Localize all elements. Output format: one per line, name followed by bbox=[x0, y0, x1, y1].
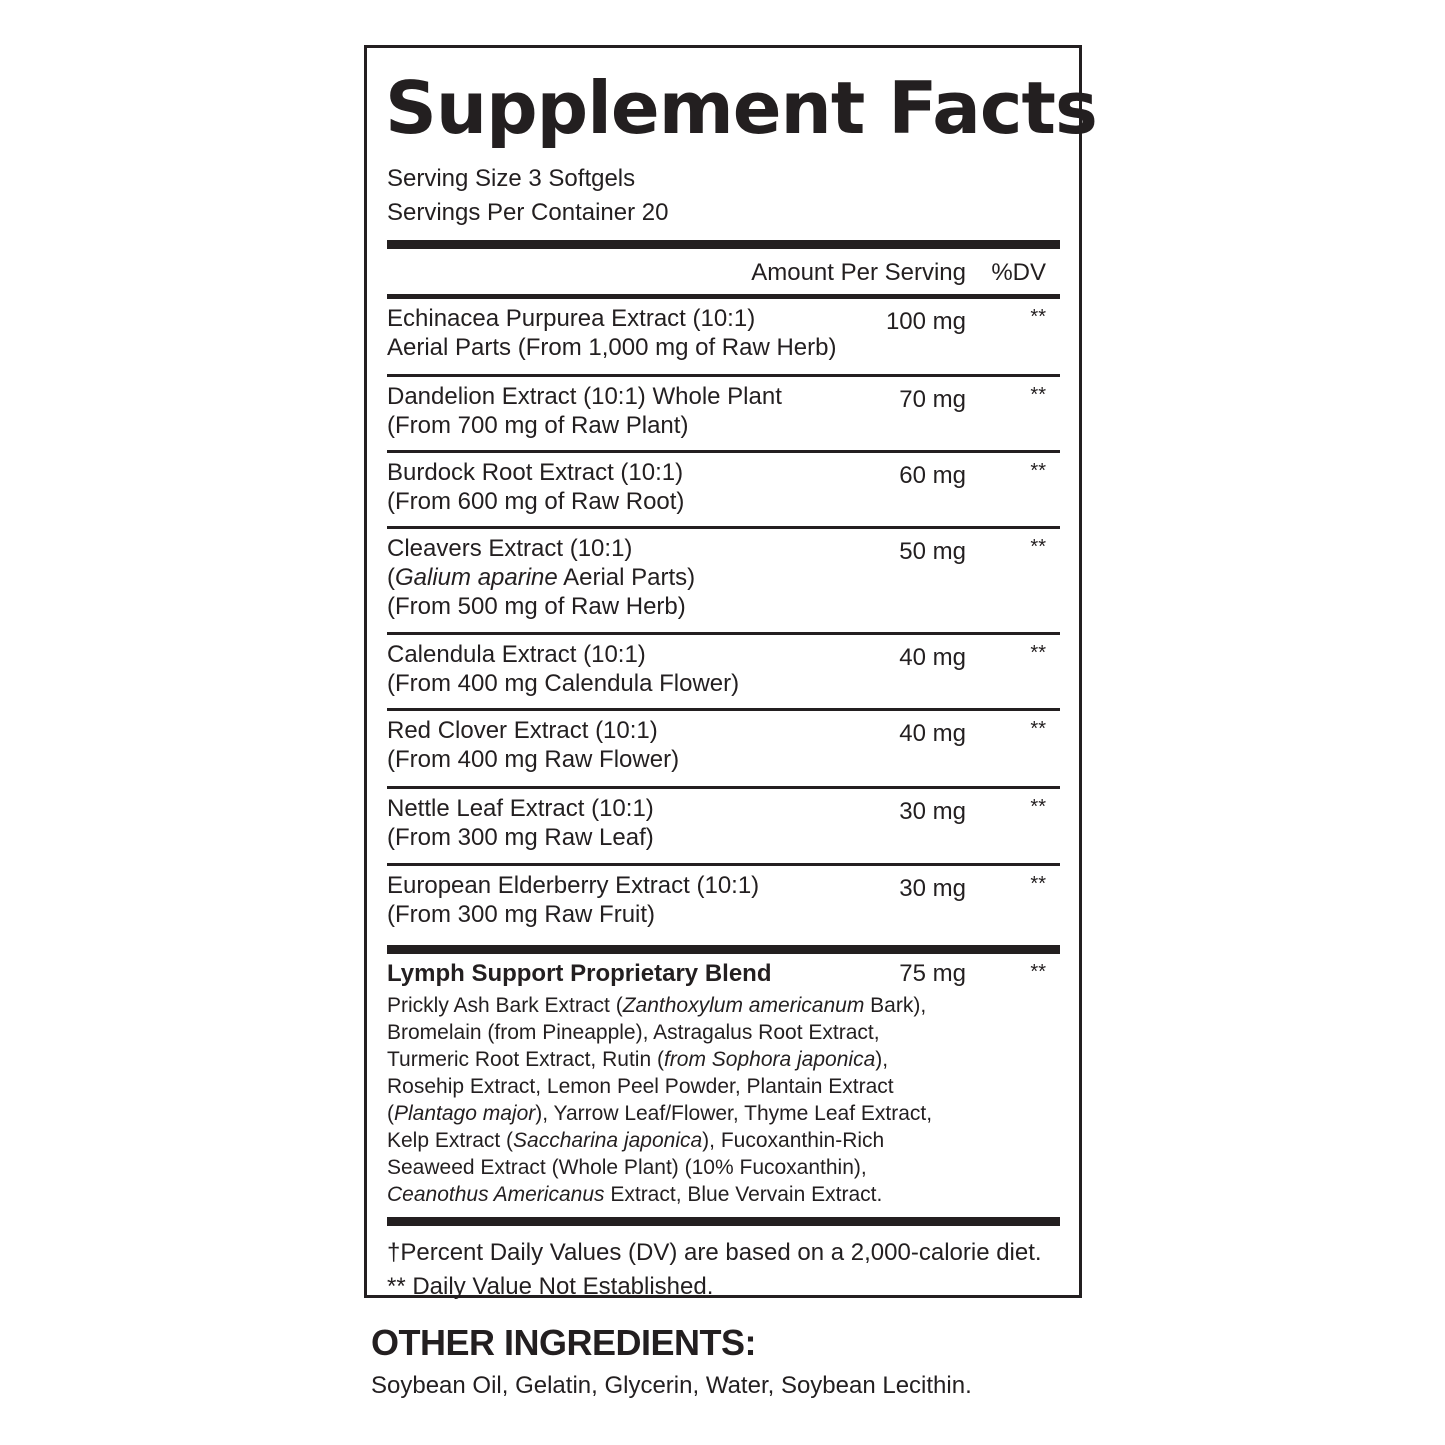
ingredient-dv: ** bbox=[1030, 642, 1046, 664]
latin-name: from Sophora japonica bbox=[663, 1048, 876, 1071]
column-header bbox=[387, 249, 1060, 294]
ingredient-line: Burdock Root Extract (10:1) bbox=[387, 459, 684, 486]
ingredient-amount: 60 mg bbox=[899, 462, 966, 489]
blend-amount: 75 mg bbox=[899, 960, 966, 987]
ingredient-line: Calendula Extract (10:1) bbox=[387, 641, 646, 668]
ingredient-amount: 70 mg bbox=[899, 386, 966, 413]
text-span: Aerial Parts) bbox=[557, 564, 696, 591]
serving-info bbox=[387, 162, 1060, 230]
not-established-footnote: ** Daily Value Not Established. bbox=[387, 1273, 714, 1300]
ingredient-line: Nettle Leaf Extract (10:1) bbox=[387, 795, 654, 822]
ingredient-line: Echinacea Purpurea Extract (10:1) bbox=[387, 305, 756, 332]
ingredient-dv: ** bbox=[1030, 460, 1046, 482]
ingredient-line bbox=[387, 563, 850, 592]
supplement-facts-panel bbox=[364, 45, 1097, 1300]
dv-header: %DV bbox=[991, 259, 1046, 286]
ingredient-line: (From 400 mg Raw Flower) bbox=[387, 746, 680, 773]
ingredient-dv: ** bbox=[1030, 873, 1046, 895]
ingredient-row bbox=[387, 377, 1060, 450]
ingredient-dv: ** bbox=[1030, 536, 1046, 558]
footnotes bbox=[387, 1226, 1060, 1304]
text-span: Extract, Blue Vervain Extract. bbox=[604, 1183, 883, 1206]
ingredient-amount: 40 mg bbox=[899, 720, 966, 747]
ingredient-line: (From 300 mg Raw Fruit) bbox=[387, 901, 656, 928]
other-ingredients-text: Soybean Oil, Gelatin, Glycerin, Water, Soybean Lecithin. bbox=[371, 1372, 972, 1399]
text-span: ( bbox=[387, 564, 395, 591]
ingredient-line: Aerial Parts (From 1,000 mg of Raw Herb) bbox=[387, 334, 837, 361]
ingredient-dv: ** bbox=[1030, 306, 1046, 328]
divider-thick bbox=[387, 945, 1060, 954]
ingredient-amount: 100 mg bbox=[885, 308, 966, 335]
blend-row bbox=[387, 954, 1060, 1217]
latin-name: Zanthoxylum americanum bbox=[622, 994, 865, 1017]
ingredient-amount: 40 mg bbox=[899, 644, 966, 671]
text-span: ), Yarrow Leaf/Flower, Thyme Leaf Extract, Kelp Extract ( bbox=[387, 1102, 933, 1152]
ingredient-row bbox=[387, 453, 1060, 526]
divider-thick bbox=[387, 1217, 1060, 1226]
text-span: Bark), Bromelain (from Pineapple), Astragalus Root Extract, Turmeric Root Extract, Rutin ( bbox=[387, 994, 927, 1071]
ingredient-row bbox=[387, 866, 1060, 945]
ingredient-row bbox=[387, 711, 1060, 786]
ingredient-line: Cleavers Extract (10:1) bbox=[387, 535, 633, 562]
ingredient-row bbox=[387, 299, 1060, 374]
latin-name: Saccharina japonica bbox=[513, 1129, 703, 1152]
ingredient-dv: ** bbox=[1030, 384, 1046, 406]
servings-per-container: Servings Per Container 20 bbox=[387, 199, 669, 226]
ingredient-line: (From 600 mg of Raw Root) bbox=[387, 488, 685, 515]
latin-name: Ceanothus Americanus bbox=[387, 1183, 605, 1206]
ingredient-line: (From 500 mg of Raw Herb) bbox=[387, 593, 686, 620]
ingredient-line: (From 300 mg Raw Leaf) bbox=[387, 824, 654, 851]
panel-title: Supplement Facts bbox=[385, 66, 1097, 150]
dv-footnote: †Percent Daily Values (DV) are based on a 2,000-calorie diet. bbox=[387, 1239, 1042, 1266]
ingredient-row bbox=[387, 789, 1060, 863]
text-span: ), Fucoxanthin-Rich Seaweed Extract (Whole Plant) (10% Fucoxanthin), bbox=[387, 1129, 885, 1179]
ingredient-amount: 30 mg bbox=[899, 875, 966, 902]
ingredient-row bbox=[387, 635, 1060, 708]
ingredient-line: Red Clover Extract (10:1) bbox=[387, 717, 658, 744]
blend-dv: ** bbox=[1030, 961, 1046, 983]
blend-ingredient-list bbox=[387, 988, 947, 1208]
latin-name: Plantago major bbox=[394, 1102, 536, 1125]
other-ingredients-title: OTHER INGREDIENTS: bbox=[371, 1322, 757, 1363]
ingredient-amount: 30 mg bbox=[899, 798, 966, 825]
ingredient-line: Dandelion Extract (10:1) Whole Plant bbox=[387, 383, 782, 410]
latin-name: Galium aparine bbox=[395, 564, 558, 591]
blend-title: Lymph Support Proprietary Blend bbox=[387, 960, 772, 987]
amount-header: Amount Per Serving bbox=[751, 259, 966, 286]
divider-thick bbox=[387, 240, 1060, 249]
ingredient-dv: ** bbox=[1030, 718, 1046, 740]
text-span: ), Rosehip Extract, Lemon Peel Powder, Plantain Extract ( bbox=[387, 1048, 894, 1125]
ingredient-amount: 50 mg bbox=[899, 538, 966, 565]
text-span: Prickly Ash Bark Extract ( bbox=[387, 994, 623, 1017]
serving-size: Serving Size 3 Softgels bbox=[387, 165, 636, 192]
panel-content bbox=[385, 48, 1097, 1304]
ingredient-line: (From 400 mg Calendula Flower) bbox=[387, 670, 740, 697]
ingredient-row bbox=[387, 529, 1060, 632]
ingredient-dv: ** bbox=[1030, 796, 1046, 818]
ingredient-line: European Elderberry Extract (10:1) bbox=[387, 872, 760, 899]
ingredient-line: (From 700 mg of Raw Plant) bbox=[387, 412, 689, 439]
